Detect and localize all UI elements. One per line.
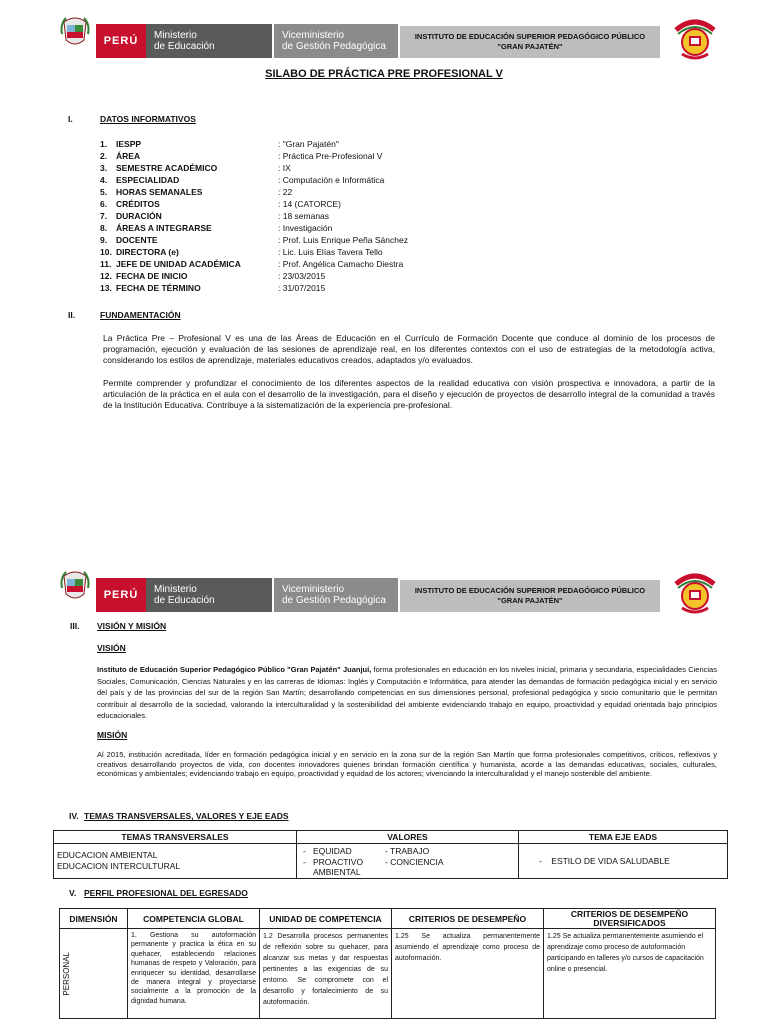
header-banner [0, 0, 768, 60]
competencia-text: 1. Gestiona su autoformación permanente y practica la ética en su quehacer, estableciendo relaciones humanas de respeto y Valoración, para enriquecer su identidad, desarrollarse de manera integral y proyectarse socialmente a la promoción de la dignidad humana. [131, 932, 256, 1005]
ministerio-line1: Ministerio [154, 584, 197, 595]
table-header: CRITERIOS DE DESEMPEÑO [392, 909, 544, 929]
table-header: TEMAS TRANSVERSALES [54, 831, 297, 844]
valores-cell [297, 844, 519, 879]
info-value: : Práctica Pre-Profesional V [278, 151, 383, 161]
info-num: 2. [100, 151, 108, 161]
info-value: : Computación e Informática [278, 175, 385, 185]
info-row [100, 234, 520, 246]
info-num: 4. [100, 175, 108, 185]
info-value: : 18 semanas [278, 211, 330, 221]
ministerio-label [146, 24, 272, 58]
section4-number: IV. [69, 811, 79, 821]
criterio-text: 1.25 Se actualiza permanentemente asumiendo el aprendizaje como proceso de autoformación. [395, 933, 540, 962]
valor-item: AMBIENTAL [313, 867, 361, 877]
valor-item: - EQUIDAD [303, 846, 352, 856]
document-title: SILABO DE PRÁCTICA PRE PROFESIONAL V [265, 68, 503, 80]
fundamentacion-paragraph-1: La Práctica Pre – Profesional V es una de las Áreas de Educación en el Currículo de Formación Docente que conduce al dominio de los procesos de programación, ejecución y evaluación de las sesiones de aprendizaje real, en los diferentes contextos con el uso de estrategias de la metodología activa, considerando los estilos de aprendizaje, materiales educativos creados, adaptados y/o evaluados. [103, 333, 715, 365]
institute-logo-icon [670, 12, 720, 62]
table-header: UNIDAD DE COMPETENCIA [260, 909, 392, 929]
info-label: HORAS SEMANALES [116, 187, 203, 197]
mision-title: MISIÓN [97, 730, 128, 740]
info-row [100, 270, 520, 282]
info-label: JEFE DE UNIDAD ACADÉMICA [116, 259, 241, 269]
instituto-label [400, 580, 660, 612]
info-num: 12. [100, 271, 112, 281]
section2-title: FUNDAMENTACIÓN [100, 310, 181, 320]
valor-item: - TRABAJO [385, 846, 430, 856]
institute-logo-icon [670, 566, 720, 616]
info-label: CRÉDITOS [116, 199, 160, 209]
info-label: FECHA DE INICIO [116, 271, 188, 281]
info-value: : Lic. Luis Elías Tavera Tello [278, 247, 383, 257]
vision-paragraph [97, 664, 717, 722]
info-row [100, 258, 520, 270]
info-row [100, 246, 520, 258]
info-label: ÁREA [116, 151, 141, 161]
info-label: DIRECTORA (e) [116, 247, 179, 257]
ministerio-line2: de Educación [154, 41, 215, 52]
info-num: 6. [100, 199, 108, 209]
datos-informativos-list [100, 138, 520, 294]
peru-label: PERÚ [96, 578, 146, 612]
vice-line2: de Gestión Pedagógica [282, 595, 386, 606]
competencia-cell [128, 929, 260, 1019]
info-num: 1. [100, 139, 108, 149]
info-value: : Prof. Luis Enrique Peña Sánchez [278, 235, 408, 245]
info-value: : IX [278, 163, 291, 173]
vision-text: forma profesionales en educación en los niveles inicial, primaria y secundaria, especialidades Ciencias Sociales, Comunicación, Ciencias Naturales y en las carreras de Idiomas: Inglés y Computación e Informática, para atender las demandas de formación pedagógica inicial y en servicio del país y de las provincias del sur de la región San Martín; desarrollando competencias en sus dimensiones personal, profesional pedagógica y socio comunitario que le permitan contribuir al desarrollo de la sociedad, valorando la interculturalidad y la sostenibilidad del ambiente evidenciando trabajo en equipo, proactividad y equidad orientada bajo principios educacionales. [97, 665, 717, 721]
instituto-line1: INSTITUTO DE EDUCACIÓN SUPERIOR PEDAGÓGICO PÚBLICO [414, 586, 646, 595]
section1-title: DATOS INFORMATIVOS [100, 114, 196, 124]
vice-line1: Viceministerio [282, 30, 345, 41]
temas-cell [54, 844, 297, 879]
info-num: 9. [100, 235, 108, 245]
temas-valores-table [53, 830, 728, 879]
section1-number: I. [68, 114, 73, 124]
table-header: COMPETENCIA GLOBAL [128, 909, 260, 929]
unidad-cell [260, 929, 392, 1019]
dimension-label: PERSONAL [62, 951, 71, 996]
section3-number: III. [70, 621, 80, 631]
info-row [100, 222, 520, 234]
table-header: VALORES [297, 831, 519, 844]
section4-title: TEMAS TRANSVERSALES, VALORES Y EJE EADS [84, 811, 289, 821]
criterio-div-text: 1.25 Se actualiza permanentemente asumiendo el aprendizaje como proceso de autoformación participando en talleres y/o cursos de capacitación online o presencial. [547, 933, 704, 973]
info-label: FECHA DE TÉRMINO [116, 283, 201, 293]
ministerio-label [146, 578, 272, 612]
info-row [100, 162, 520, 174]
vision-lead: Instituto de Educación Superior Pedagógico Público "Gran Pajatén" Juanjuí, [97, 665, 372, 674]
instituto-label [400, 26, 660, 58]
info-label: SEMESTRE ACADÉMICO [116, 163, 218, 173]
section5-number: V. [69, 888, 77, 898]
criterio-cell [392, 929, 544, 1019]
info-value: : Investigación [278, 223, 333, 233]
info-label: ESPECIALIDAD [116, 175, 180, 185]
info-value: : Prof. Angélica Camacho Diestra [278, 259, 404, 269]
vision-title: VISIÓN [97, 643, 126, 653]
section5-title: PERFIL PROFESIONAL DEL EGRESADO [84, 888, 248, 898]
section3-title: VISIÓN Y MISIÓN [97, 621, 167, 631]
header-banner-page2 [0, 554, 768, 614]
table-header: CRITERIOS DE DESEMPEÑO DIVERSIFICADOS [544, 909, 716, 929]
info-row [100, 198, 520, 210]
peru-coat-of-arms-icon [60, 568, 90, 602]
info-row [100, 186, 520, 198]
instituto-line2: "GRAN PAJATÉN" [497, 596, 563, 605]
instituto-line2: "GRAN PAJATÉN" [497, 42, 563, 51]
info-row [100, 138, 520, 150]
table-header: DIMENSIÓN [60, 909, 128, 929]
info-value: : "Gran Pajatén" [278, 139, 339, 149]
table-header: TEMA EJE EADS [519, 831, 728, 844]
section2-number: II. [68, 310, 76, 320]
eje-item: ESTILO DE VIDA SALUDABLE [551, 855, 670, 866]
valor-item: - PROACTIVO [303, 856, 364, 867]
fundamentacion-paragraph-2: Permite comprender y profundizar el conocimiento de los diferentes aspectos de la realidad educativa con visión prospectiva e innovadora, a partir de la articulación de la práctica en el aula con el desarrollo de la investigación, para el diseño y ejecución de proyectos de desarrollo integral de la comunidad a través de la Institución Educativa. Contribuye a la sistematización de la experiencia pre-profesional. [103, 378, 715, 410]
info-num: 8. [100, 223, 108, 233]
perfil-table [59, 908, 716, 1019]
mision-paragraph: Al 2015, institución acreditada, líder en formación pedagógica inicial y en servicio en la zona sur de la región San Martín que forma profesionales competitivos, críticos, reflexivos y creativos desarrollando proyectos de vida, con docentes innovadores quienes brindan formación científica y humanista, acorde a las demandas educativas, sociales, culturales, económicas y ambientales; evidenciando trabajo en equipo, proactividad y equidad de los actores; vivenciando la interculturalidad y el manejo sostenible del ambiente. [97, 750, 717, 779]
info-num: 5. [100, 187, 108, 197]
unidad-text: 1.2 Desarrolla procesos permanentes de reflexión sobre su quehacer, para alcanzar sus metas y dar respuestas pertinentes a las exigencias de su entorno. Se compromete con el desarrollo y fortalecimiento de su autoformación. [263, 933, 388, 1006]
info-row [100, 210, 520, 222]
vice-line1: Viceministerio [282, 584, 345, 595]
dimension-cell [60, 929, 128, 1019]
criterio-div-cell [544, 929, 716, 1019]
info-value: : 22 [278, 187, 293, 197]
tema-item: EDUCACION INTERCULTURAL [57, 860, 181, 871]
info-num: 11. [100, 259, 112, 269]
viceministerio-label [274, 578, 398, 612]
info-value: : 23/03/2015 [278, 271, 326, 281]
info-label: DOCENTE [116, 235, 158, 245]
instituto-line1: INSTITUTO DE EDUCACIÓN SUPERIOR PEDAGÓGICO PÚBLICO [414, 32, 646, 41]
info-value: : 31/07/2015 [278, 283, 326, 293]
valor-item: - CONCIENCIA [385, 856, 444, 867]
tema-item: EDUCACION AMBIENTAL [57, 849, 158, 860]
eje-cell: - ESTILO DE VIDA SALUDABLE [519, 844, 728, 879]
info-row [100, 174, 520, 186]
info-label: DURACIÓN [116, 211, 162, 221]
ministerio-line1: Ministerio [154, 30, 197, 41]
info-num: 7. [100, 211, 108, 221]
info-row [100, 150, 520, 162]
info-value: : 14 (CATORCE) [278, 199, 341, 209]
info-label: ÁREAS A INTEGRARSE [116, 223, 212, 233]
ministerio-line2: de Educación [154, 595, 215, 606]
vice-line2: de Gestión Pedagógica [282, 41, 386, 52]
peru-coat-of-arms-icon [60, 14, 90, 48]
info-row [100, 282, 520, 294]
viceministerio-label [274, 24, 398, 58]
peru-label: PERÚ [96, 24, 146, 58]
info-label: IESPP [116, 139, 142, 149]
info-num: 13. [100, 283, 112, 293]
info-num: 3. [100, 163, 108, 173]
info-num: 10. [100, 247, 112, 257]
